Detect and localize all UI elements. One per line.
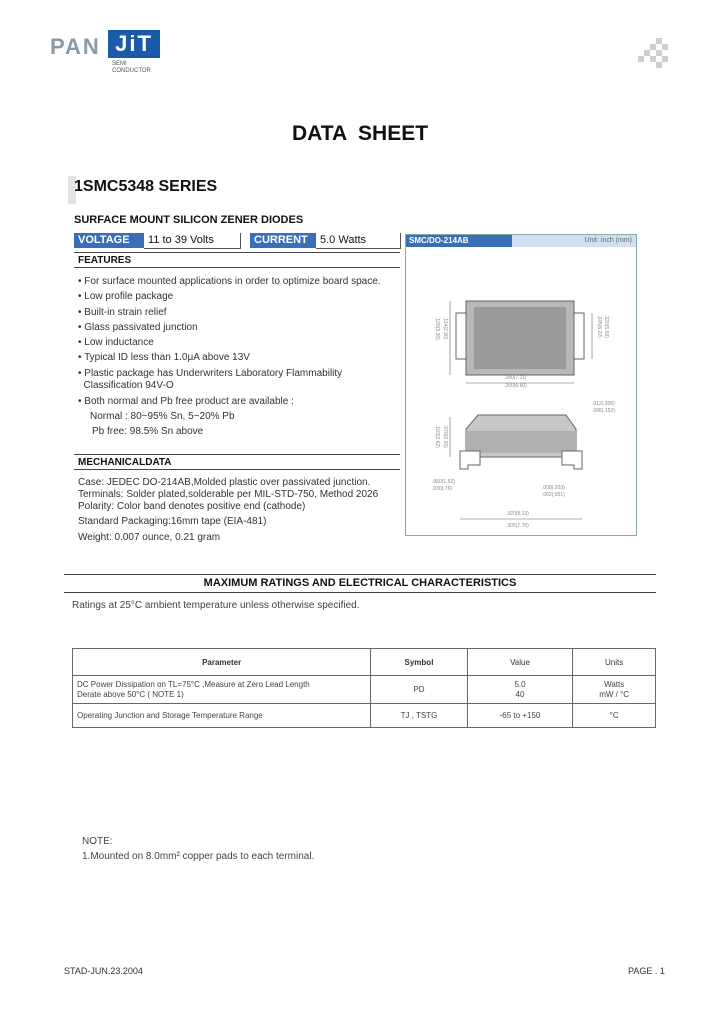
logo-jit-text: JiT — [108, 30, 160, 58]
table-row — [73, 676, 656, 704]
section-divider — [64, 592, 656, 593]
ratings-table — [72, 648, 656, 728]
table-header-row — [73, 649, 656, 676]
dim-label: .260(6.60) — [504, 383, 527, 389]
product-subtitle: SURFACE MOUNT SILICON ZENER DIODES — [74, 214, 304, 226]
table-cell: TJ , TSTG — [371, 704, 467, 728]
feature-item: • Typical ID less than 1.0μA above 13V — [78, 352, 250, 363]
dim-label: .280(7.11) — [504, 375, 527, 381]
dim-label: .002(.051) — [542, 492, 565, 498]
voltage-label: VOLTAGE — [74, 233, 144, 248]
mechanical-item: Case: JEDEC DO-214AB,Molded plastic over passivated junction. — [78, 477, 371, 488]
dim-label: .245(6.22) — [596, 315, 602, 338]
ratings-section-title: MAXIMUM RATINGS AND ELECTRICAL CHARACTERISTICS — [203, 577, 517, 589]
dim-label: .012(.305) — [592, 401, 615, 407]
feature-item: • Both normal and Pb free product are available : — [78, 396, 294, 407]
feature-item: Classification 94V-O — [78, 380, 174, 391]
dim-label: .079(2.00) — [442, 425, 448, 448]
current-label: CURRENT — [250, 233, 316, 248]
decorative-squares — [636, 38, 668, 70]
footer-date-code: STAD-JUN.23.2004 — [64, 966, 143, 976]
package-drawing — [405, 234, 637, 536]
column-header: Units — [573, 649, 656, 676]
mechanical-item: Polarity: Color band denotes positive end (cathode) — [78, 501, 306, 512]
package-outline-diagram — [406, 247, 636, 535]
mechanical-item: Standard Packaging:16mm tape (EIA-481) — [78, 516, 267, 527]
mechanical-heading: MECHANICALDATA — [74, 454, 400, 470]
table-cell: 5.0 40 — [467, 676, 573, 704]
feature-item: • Glass passivated junction — [78, 322, 198, 333]
table-cell: -65 to +150 — [467, 704, 573, 728]
logo-pan-text: PAN — [50, 34, 101, 59]
feature-item: Normal : 80~95% Sn, 5~20% Pb — [90, 411, 235, 422]
current-value: 5.0 Watts — [316, 233, 401, 249]
features-heading: FEATURES — [74, 252, 400, 268]
package-unit: Unit: inch (mm) — [584, 237, 632, 244]
table-cell: Operating Junction and Storage Temperature Range — [73, 704, 371, 728]
mechanical-item: Weight: 0.007 ounce, 0.21 gram — [78, 532, 221, 543]
table-row — [73, 704, 656, 728]
voltage-value: 11 to 39 Volts — [144, 233, 241, 249]
feature-item: • Low inductance — [78, 337, 154, 348]
table-cell: PD — [371, 676, 467, 704]
section-divider — [64, 574, 656, 575]
dim-label: .008(.203) — [542, 485, 565, 491]
ratings-condition-note: Ratings at 25°C ambient temperature unless otherwise specified. — [72, 600, 360, 611]
dim-label: .114(2.90) — [442, 317, 448, 340]
dim-label: .006(.152) — [592, 408, 615, 414]
dim-label: .103(2.62) — [434, 425, 440, 448]
dim-label: .060(1.52) — [432, 479, 455, 485]
table-cell: Watts mW / °C — [573, 676, 656, 704]
dim-label: .220(5.59) — [603, 315, 609, 338]
package-name: SMC/DO-214AB — [406, 235, 512, 247]
series-name: 1SMC5348 SERIES — [74, 178, 218, 195]
feature-item: • Plastic package has Underwriters Laboratory Flammability — [78, 368, 343, 379]
note-item: 1.Mounted on 8.0mm² copper pads to each terminal. — [82, 851, 315, 862]
table-cell: °C — [573, 704, 656, 728]
feature-item: • Built-in strain relief — [78, 307, 167, 318]
feature-item: • For surface mounted applications in order to optimize board space. — [78, 276, 381, 287]
note-heading: NOTE: — [82, 836, 113, 847]
logo-semiconductor-text: SEMI CONDUCTOR — [112, 61, 151, 74]
column-header: Parameter — [73, 649, 371, 676]
dim-label: .126(3.20) — [434, 317, 440, 340]
dim-label: .305(7.75) — [506, 523, 529, 529]
table-cell: DC Power Dissipation on TL=75°C ,Measure at Zero Lead Length Derate above 50°C ( NOTE 1) — [73, 676, 371, 704]
column-header: Symbol — [371, 649, 467, 676]
column-header: Value — [467, 649, 573, 676]
footer-page-number: PAGE . 1 — [628, 966, 665, 976]
package-header — [406, 235, 636, 247]
page-title: DATA SHEET — [291, 122, 429, 145]
feature-item: • Low profile package — [78, 291, 174, 302]
feature-item: Pb free: 98.5% Sn above — [92, 426, 204, 437]
dim-label: .030(.76) — [432, 486, 453, 492]
mechanical-item: Terminals: Solder plated,solderable per MIL-STD-750, Method 2026 — [78, 489, 379, 500]
dim-label: .320(8.13) — [506, 511, 529, 517]
